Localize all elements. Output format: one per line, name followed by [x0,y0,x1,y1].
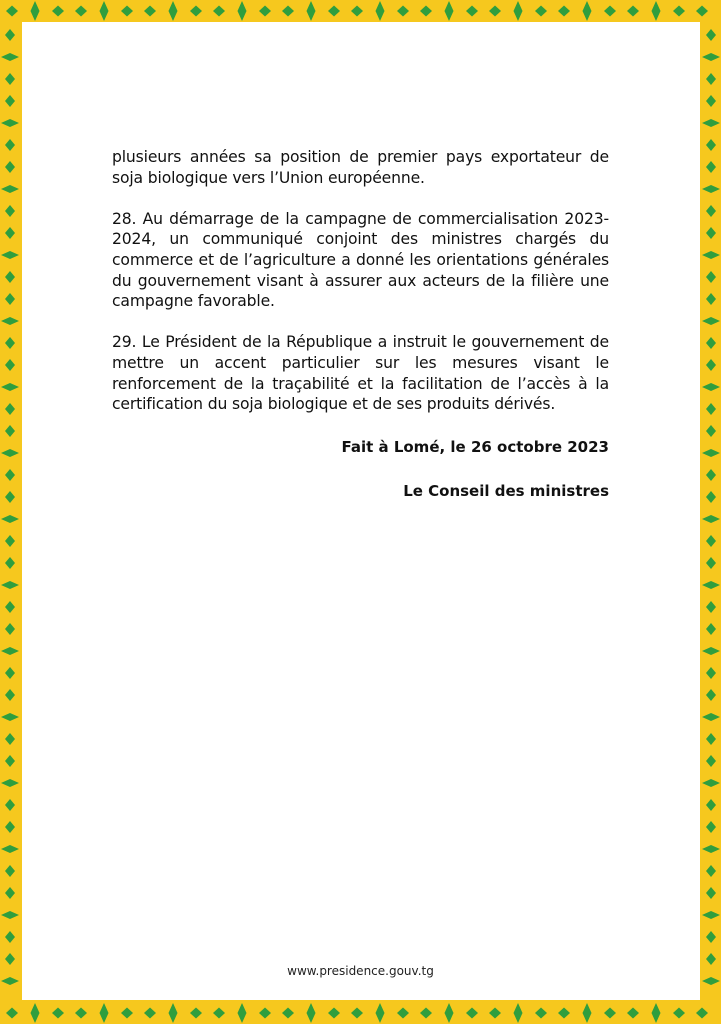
paragraph-28: 28. Au démarrage de la campagne de commercialisation 2023-2024, un communiqué conjoint des ministres chargés du commerce et de l’agriculture a donné les orientations générales du gouvernement visant à assurer aux acteurs de la filière une campagne favorable. [112,209,609,311]
border-diamond-top [583,1,592,21]
border-diamond-right [702,581,720,589]
border-diamond-left [1,515,19,523]
paragraph-29: 29. Le Président de la République a instruit le gouvernement de mettre un accent particulier sur les mesures visant le renforcement de la traçabilité et la facilitation de l’accès à la certification du soja biologique et de ses produits dérivés. [112,333,609,414]
border-diamond-top [696,6,708,17]
border-diamond-top [31,1,40,21]
border-diamond-right [706,95,716,107]
border-diamond-top [466,6,478,17]
border-diamond-top [6,6,18,17]
border-diamond-left [5,557,15,569]
border-diamond-left [5,601,15,613]
border-diamond-bottom [190,1008,202,1019]
border-diamond-left [1,779,19,787]
border-diamond-bottom [100,1003,109,1023]
border-diamond-left [1,713,19,721]
border-diamond-right [706,623,716,635]
border-diamond-top [238,1,247,21]
border-diamond-bottom [376,1003,385,1023]
border-diamond-left [5,359,15,371]
border-diamond-left [5,733,15,745]
border-diamond-left [5,755,15,767]
border-diamond-bottom [397,1008,409,1019]
border-diamond-right [702,53,720,61]
border-diamond-right [706,403,716,415]
border-diamond-right [706,161,716,173]
border-diamond-bottom [351,1008,363,1019]
border-diamond-bottom [535,1008,547,1019]
border-diamond-left [1,53,19,61]
border-diamond-left [5,689,15,701]
border-diamond-top [397,6,409,17]
border-diamond-left [5,887,15,899]
border-diamond-left [1,647,19,655]
border-diamond-right [706,931,716,943]
border-diamond-top [420,6,432,17]
border-diamond-right [706,337,716,349]
border-diamond-left [5,95,15,107]
border-diamond-bottom [489,1008,501,1019]
border-diamond-bottom [282,1008,294,1019]
border-diamond-right [706,29,716,41]
border-diamond-right [702,779,720,787]
border-diamond-right [706,491,716,503]
border-diamond-left [5,271,15,283]
border-diamond-left [5,623,15,635]
border-diamond-right [702,977,720,985]
border-diamond-bottom [307,1003,316,1023]
border-diamond-top [52,6,64,17]
border-diamond-right [702,647,720,655]
border-diamond-left [1,251,19,259]
border-diamond-top [445,1,454,21]
border-diamond-bottom [213,1008,225,1019]
border-diamond-right [706,755,716,767]
border-diamond-right [706,293,716,305]
border-diamond-left [5,29,15,41]
border-diamond-bottom [121,1008,133,1019]
border-diamond-right [706,799,716,811]
border-diamond-right [706,73,716,85]
border-diamond-top [604,6,616,17]
border-diamond-left [5,535,15,547]
footer-url[interactable]: www.presidence.gouv.tg [287,964,434,978]
border-diamond-right [702,449,720,457]
border-diamond-right [706,227,716,239]
border-diamond-bottom [514,1003,523,1023]
border-diamond-left [5,469,15,481]
border-diamond-right [702,317,720,325]
signature-signatory: Le Conseil des ministres [403,482,609,500]
border-diamond-right [706,733,716,745]
border-diamond-bottom [169,1003,178,1023]
border-diamond-top [100,1,109,21]
border-diamond-bottom [652,1003,661,1023]
border-diamond-bottom [445,1003,454,1023]
border-diamond-top [307,1,316,21]
border-diamond-right [706,205,716,217]
border-diamond-bottom [673,1008,685,1019]
border-diamond-left [5,293,15,305]
border-diamond-bottom [558,1008,570,1019]
border-diamond-bottom [583,1003,592,1023]
border-diamond-top [489,6,501,17]
border-diamond-bottom [696,1008,708,1019]
border-diamond-top [169,1,178,21]
border-diamond-left [5,931,15,943]
border-diamond-top [514,1,523,21]
border-diamond-left [5,403,15,415]
border-diamond-right [706,359,716,371]
border-diamond-right [702,911,720,919]
border-diamond-bottom [604,1008,616,1019]
border-diamond-top [376,1,385,21]
paragraph-continuation: plusieurs années sa position de premier pays exportateur de soja biologique vers l’Union européenne. [112,148,609,187]
border-diamond-top [652,1,661,21]
border-diamond-right [706,535,716,547]
border-diamond-left [1,185,19,193]
border-diamond-right [702,845,720,853]
border-diamond-left [5,161,15,173]
border-diamond-left [1,845,19,853]
border-diamond-bottom [75,1008,87,1019]
border-diamond-right [706,689,716,701]
border-diamond-right [702,713,720,721]
border-diamond-left [5,227,15,239]
border-diamond-left [5,865,15,877]
border-diamond-left [1,911,19,919]
body-text [112,147,609,435]
border-diamond-right [706,667,716,679]
border-diamond-top [351,6,363,17]
border-diamond-right [706,865,716,877]
border-diamond-left [5,799,15,811]
border-diamond-left [1,317,19,325]
border-diamond-bottom [259,1008,271,1019]
border-diamond-top [75,6,87,17]
border-diamond-top [673,6,685,17]
border-diamond-right [706,601,716,613]
border-diamond-top [328,6,340,17]
border-diamond-left [5,667,15,679]
border-diamond-right [706,557,716,569]
border-diamond-right [702,119,720,127]
border-diamond-right [706,469,716,481]
signature-place-date: Fait à Lomé, le 26 octobre 2023 [341,438,609,456]
border-diamond-left [5,821,15,833]
border-diamond-top [259,6,271,17]
border-diamond-top [121,6,133,17]
border-diamond-top [627,6,639,17]
border-diamond-right [706,139,716,151]
border-diamond-bottom [52,1008,64,1019]
border-diamond-bottom [466,1008,478,1019]
border-diamond-left [1,449,19,457]
border-diamond-left [5,139,15,151]
border-diamond-right [702,185,720,193]
border-diamond-right [706,425,716,437]
border-diamond-left [5,73,15,85]
border-diamond-bottom [31,1003,40,1023]
border-diamond-bottom [6,1008,18,1019]
border-diamond-left [1,383,19,391]
border-diamond-bottom [420,1008,432,1019]
border-diamond-left [5,337,15,349]
border-diamond-right [702,515,720,523]
border-diamond-right [702,251,720,259]
border-diamond-left [5,425,15,437]
border-diamond-bottom [144,1008,156,1019]
border-diamond-right [702,383,720,391]
border-diamond-top [535,6,547,17]
border-diamond-left [1,119,19,127]
border-diamond-bottom [627,1008,639,1019]
border-diamond-right [706,887,716,899]
border-diamond-left [5,491,15,503]
border-diamond-right [706,821,716,833]
border-diamond-top [213,6,225,17]
border-diamond-bottom [328,1008,340,1019]
border-diamond-left [5,205,15,217]
border-diamond-left [1,581,19,589]
border-diamond-bottom [238,1003,247,1023]
border-diamond-top [558,6,570,17]
border-diamond-top [144,6,156,17]
border-diamond-top [282,6,294,17]
border-diamond-left [1,977,19,985]
border-diamond-right [706,271,716,283]
border-diamond-top [190,6,202,17]
